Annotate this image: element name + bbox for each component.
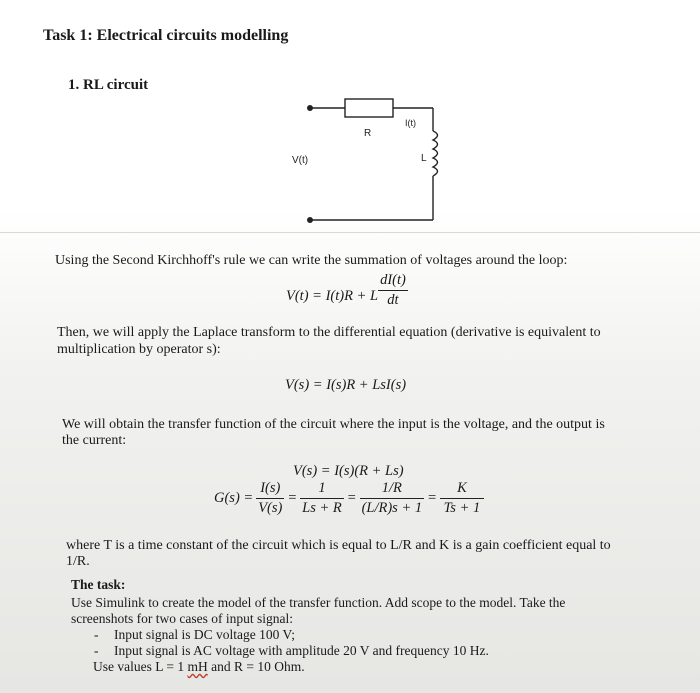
eq3-f4-den: Ts + 1 xyxy=(443,500,481,516)
task-title: Task 1: Electrical circuits modelling xyxy=(43,27,289,44)
bullet-dash-2: - xyxy=(94,643,99,658)
eq3-f3-den: (L/R)s + 1 xyxy=(361,500,423,516)
task-line-1: Use Simulink to create the model of the transfer function. Add scope to the model. Take the xyxy=(71,595,566,610)
eq1-denominator: dt xyxy=(387,292,399,308)
resistor-symbol xyxy=(345,99,393,117)
eq3-f1-den: V(s) xyxy=(258,500,283,516)
equation-vs-top: V(s) = I(s)(R + Ls) xyxy=(293,463,404,479)
eq1-fraction xyxy=(378,272,408,309)
paragraph-time-constant-2: 1/R. xyxy=(66,554,90,569)
divider-line xyxy=(0,232,700,233)
paragraph-laplace-1: Then, we will apply the Laplace transform to the differential equation (derivative is equivalent to xyxy=(57,325,601,340)
eq3-f2-num: 1 xyxy=(300,480,344,499)
voltage-label: V(t) xyxy=(292,155,309,166)
inductor-symbol xyxy=(433,131,438,176)
paragraph-time-constant-1: where T is a time constant of the circuit which is equal to L/R and K is a gain coefficient equal to xyxy=(66,538,611,553)
eq3-equals-a: = xyxy=(287,490,298,506)
eq3-equals-b: = xyxy=(346,490,357,506)
eq3-fraction-1 xyxy=(256,480,284,517)
eq3-equals-c: = xyxy=(427,490,437,506)
eq3-gs: G(s) = xyxy=(214,490,254,506)
inductor-label: L xyxy=(421,153,427,164)
task-bullet-dc: Input signal is DC voltage 100 V; xyxy=(114,627,295,642)
eq3-f1-num: I(s) xyxy=(256,480,284,499)
eq1-numerator: dI(t) xyxy=(378,272,408,291)
values-suffix: and R = 10 Ohm. xyxy=(207,659,305,674)
task-heading: The task: xyxy=(71,577,126,592)
eq3-fraction-3 xyxy=(360,480,425,517)
resistor-label: R xyxy=(364,128,372,139)
equation-kirchhoff xyxy=(286,272,408,309)
task-bullet-ac: Input signal is AC voltage with amplitude 20 V and frequency 10 Hz. xyxy=(114,643,489,658)
paragraph-laplace-2: multiplication by operator s): xyxy=(57,342,221,357)
current-label: I(t) xyxy=(405,118,416,128)
section-heading: 1. RL circuit xyxy=(68,77,149,93)
eq3-f4-num: K xyxy=(440,480,484,499)
paragraph-transfer-2: the current: xyxy=(62,433,127,448)
values-unit: mH xyxy=(187,659,208,674)
paragraph-kirchhoff: Using the Second Kirchhoff's rule we can write the summation of voltages around the loop: xyxy=(55,253,568,268)
task-line-2: screenshots for two cases of input signal: xyxy=(71,611,293,626)
eq1-lhs: V(t) = I(t)R + L xyxy=(286,287,379,304)
eq3-fraction-4 xyxy=(440,480,484,517)
task-values xyxy=(93,659,305,675)
eq3-fraction-2 xyxy=(300,480,344,517)
eq3-f3-num: 1/R xyxy=(360,480,425,499)
eq3-f2-den: Ls + R xyxy=(302,500,342,516)
equation-transfer-function xyxy=(214,480,484,517)
paragraph-transfer-1: We will obtain the transfer function of the circuit where the input is the voltage, and the output is xyxy=(62,417,605,432)
values-prefix: Use values L = 1 xyxy=(93,659,188,674)
bullet-dash-1: - xyxy=(94,627,99,642)
equation-laplace: V(s) = I(s)R + LsI(s) xyxy=(285,377,407,393)
